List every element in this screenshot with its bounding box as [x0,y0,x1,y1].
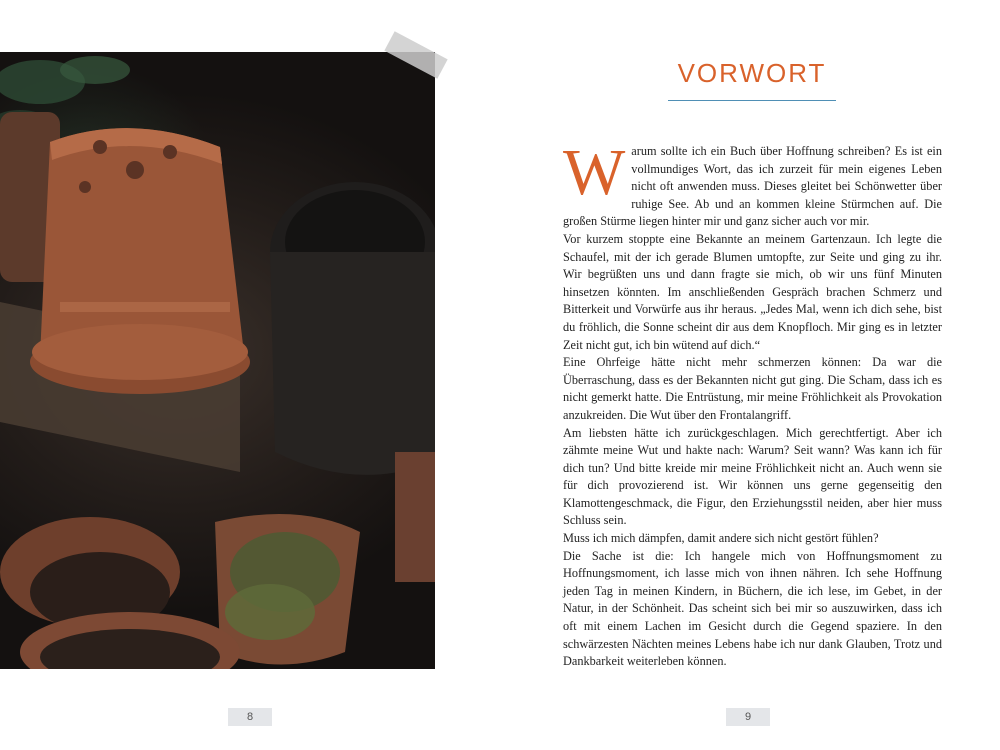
paragraph-2: Vor kurzem stoppte eine Bekannte an meinem Gartenzaun. Ich legte die Schaufel, mit der ich gerade Blumen umtopfte, zur Seite und ging zu ihr. Wir begrüßten uns und dann fragte sie mich, ob wir uns fünf Minuten hinsetzen könnten. Im anschließenden Gespräch brachen Schmerz und Bitterkeit und Vorwürfe aus ihr heraus. „Jedes Mal, wenn ich dich sehe, bist du fröhlich, die Sonne scheint dir aus dem Knopfloch. Mir ging es in letzter Zeit nicht gut, ich bin wütend auf dich.“ [563,231,942,352]
body-text [563,136,942,671]
photo-illustration [0,52,435,669]
photo-terracotta-pots [0,52,435,669]
heading-underline [668,100,836,101]
paragraph-4: Am liebsten hätte ich zurückgeschlagen. Mich gerechtfertigt. Aber ich zähmte meine Wut und hakte nach: Warum? Seit wann? Was kann ich für dich tun? Und bitte kreide mir meine Fröhlichkeit nicht an. Auch wenn sie für dich provozierend ist. Wir können uns gerne gegenseitig den Klamottengeschmack, die Figur, den Erziehungsstil neiden, aber hier muss Schluss sein. [563,425,942,528]
paragraph-6: Die Sache ist die: Ich hangele mich von Hoffnungsmoment zu Hoffnungsmoment, ich lasse mich von ihnen nähren. Ich sehe Hoffnung jeden Tag in meinen Kindern, in Büchern, die ich lese, im Gebet, in der Natur, in der Schönheit. Das scheint sich bei mir so auszuwirken, dass ich oft mit einem Lachen im Gesicht durch die Gegend spaziere. In den schwärzesten Nächten meines Lebens habe ich nur dank Glauben, Trotz und Dankbarkeit weiterleben können. [563,548,942,669]
page-number-left: 8 [228,708,272,726]
drop-cap: W [563,136,626,209]
paragraph-5: Muss ich mich dämpfen, damit andere sich nicht gestört fühlen? [563,531,879,546]
page-number-right: 9 [726,708,770,726]
paragraph-1-text: arum sollte ich ein Buch über Hoffnung schreiben? Es ist ein vollmundiges Wort, das ich zurzeit für mein eigenes Leben nicht oft anwenden muss. Dieses gleitet bei Schönwetter über ruhige See. Ab und an kommen kleine Stürmchen auf. Die großen Stürme liegen hinter mir und ganz sicher auch vor mir. [563,144,942,229]
paragraph-1 [563,136,942,231]
paragraph-3: Eine Ohrfeige hätte nicht mehr schmerzen können: Da war die Überraschung, dass es der Bekannten nicht gut ging. Die Scham, dass ich es nicht gemerkt hatte. Die Entrüstung, mir meine Fröhlichkeit als Provokation anzukreiden. Die Wut über den Frontalangriff. [563,355,942,422]
chapter-heading: VORWORT [677,58,827,88]
